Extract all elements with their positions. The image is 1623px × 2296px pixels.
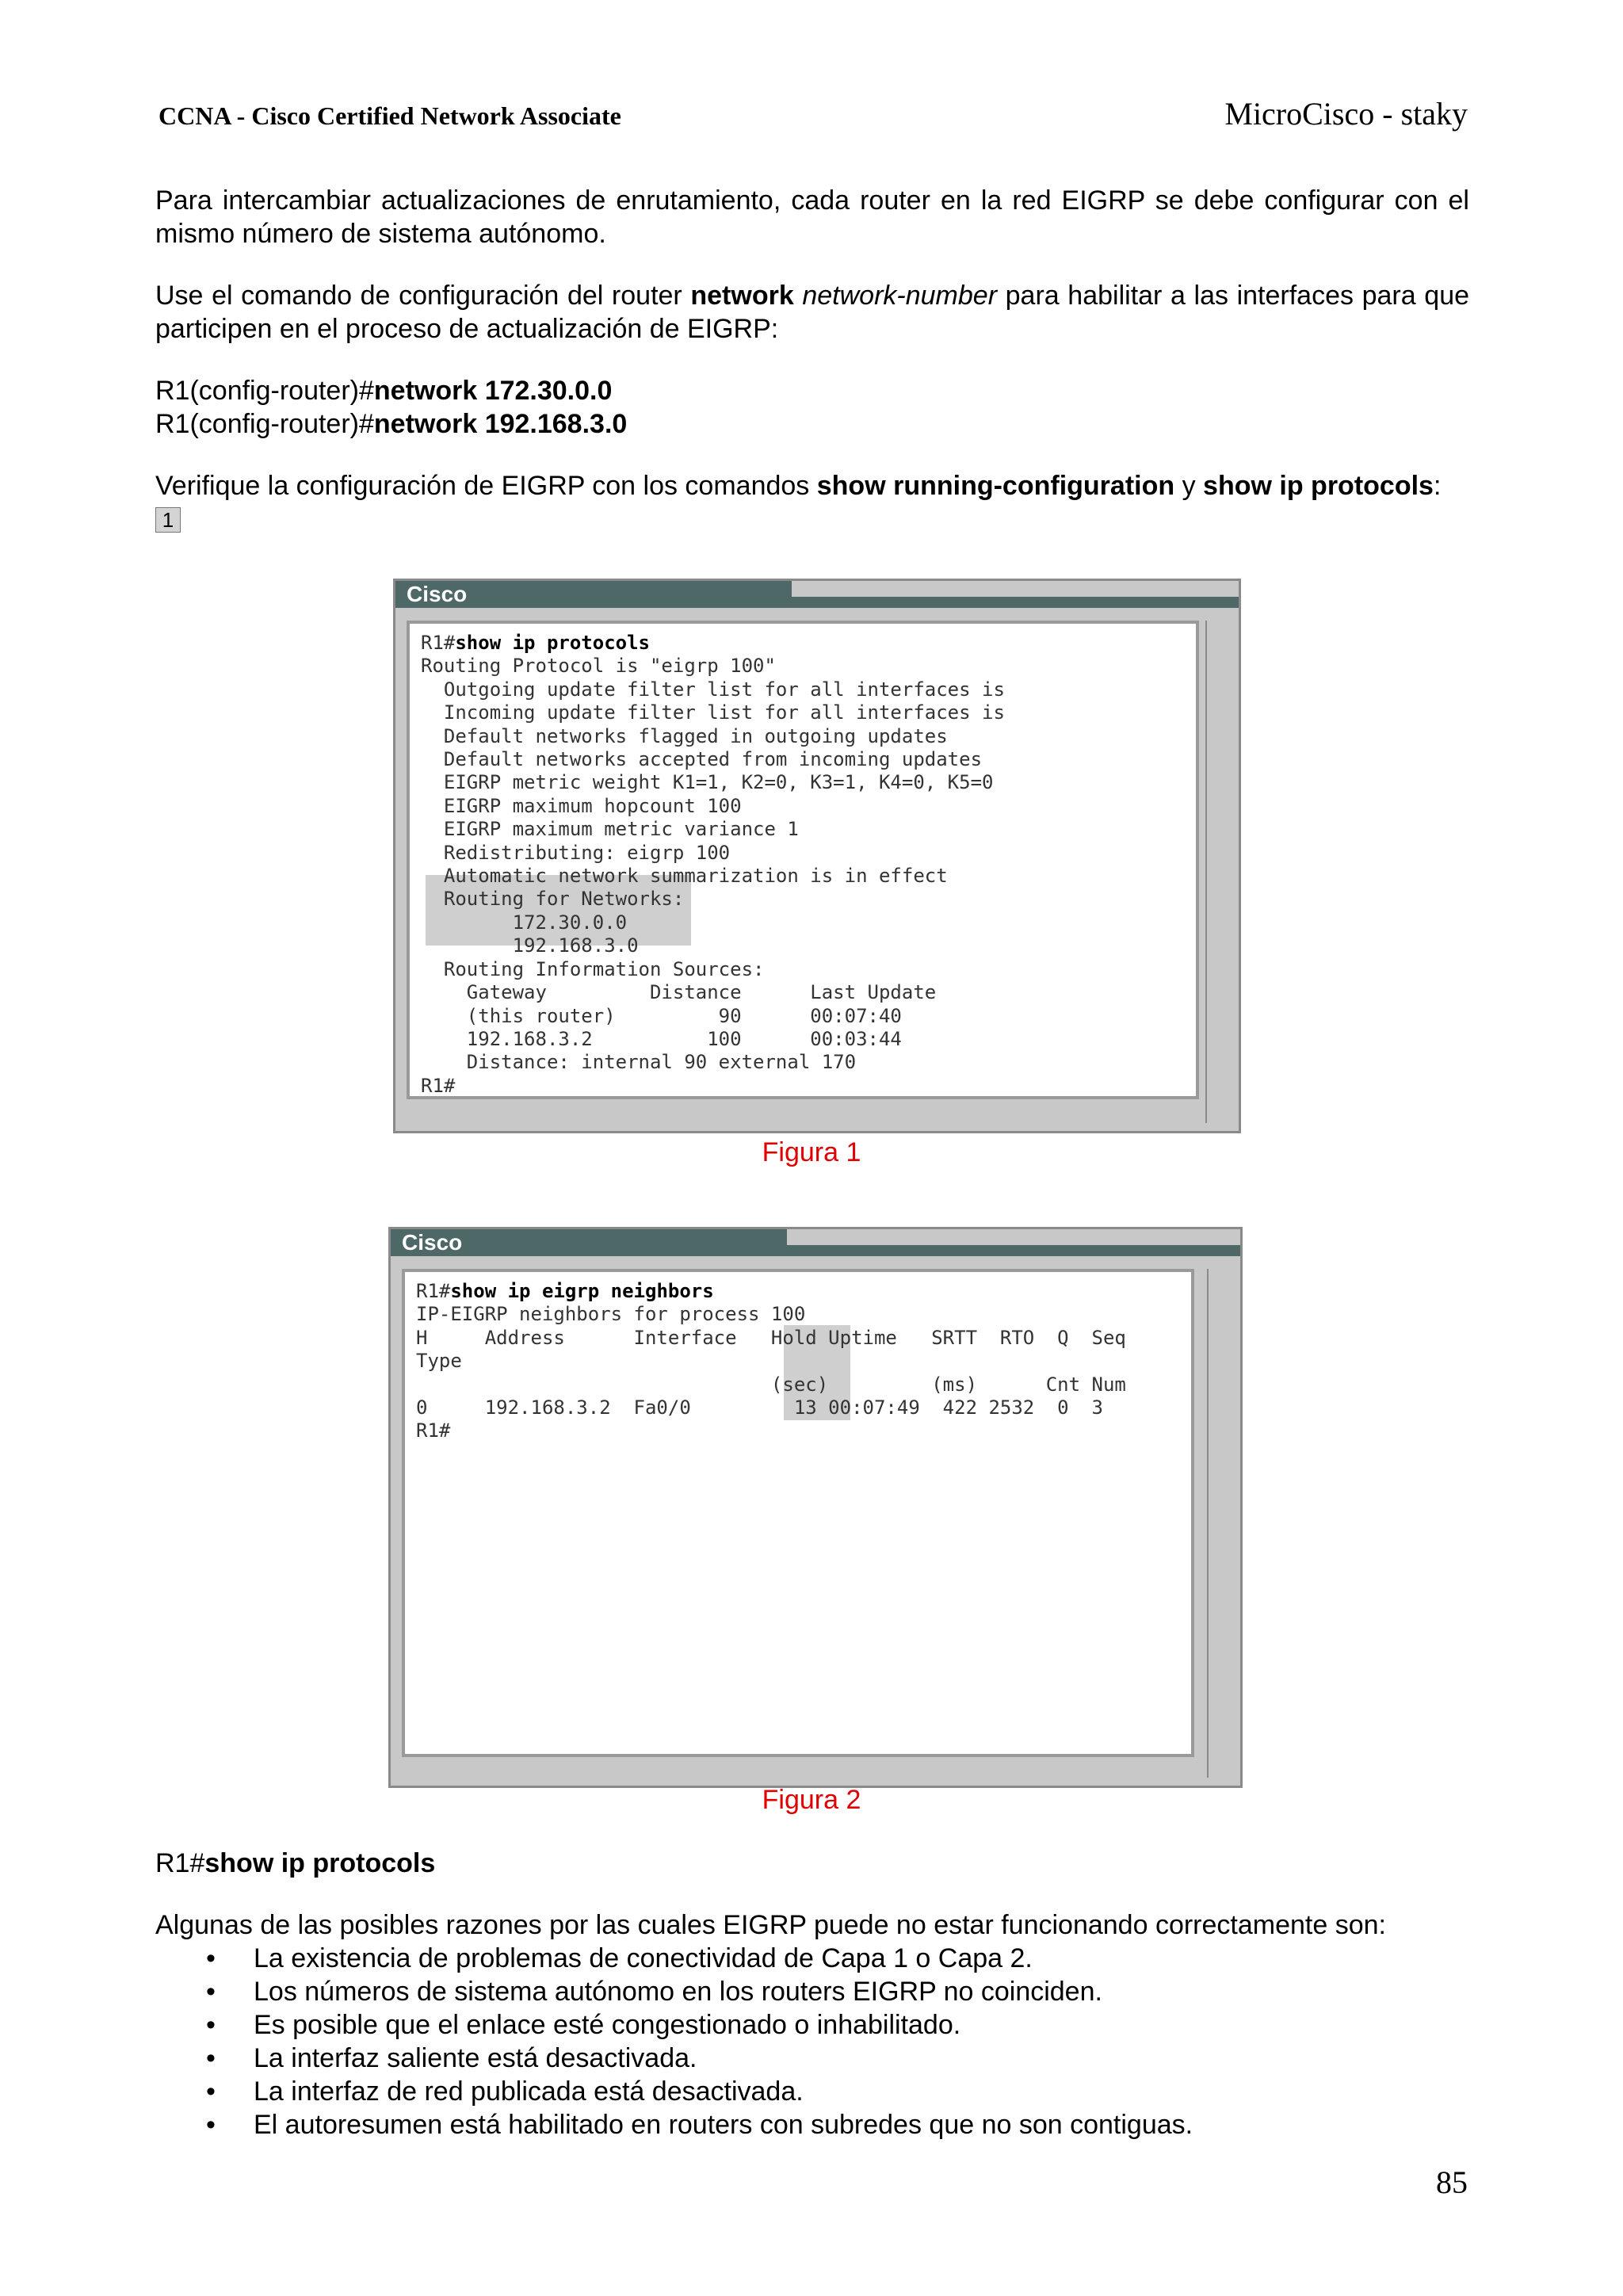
reasons-intro: Algunas de las posibles razones por las cuales EIGRP puede no estar funcionando correctamente son: [155, 1910, 1386, 1940]
verify-paragraph [155, 469, 1469, 502]
list-item: • Es posible que el enlace esté congestionado o inhabilitado. [206, 2008, 1193, 2042]
list-item: • La interfaz saliente está desactivada. [206, 2042, 1193, 2075]
running-header-author: MicroCisco - staky [1224, 96, 1468, 132]
terminal-prompt: R1# [416, 1280, 451, 1302]
para3-text-end: : [1433, 471, 1442, 501]
figure-reference-marker[interactable]: 1 [155, 507, 181, 533]
para2-text-end: para habilitar a las interfaces para que participen en el proceso de actualización de EIGRP: [155, 281, 1470, 344]
terminal-prompt: R1# [421, 632, 456, 654]
command-line-2 [155, 407, 627, 441]
show-ip-protocols-line [155, 1847, 435, 1880]
terminal-command: show ip eigrp neighbors [450, 1280, 714, 1302]
figure-1-terminal-output [421, 632, 1005, 1098]
figure-1-scrollbar[interactable] [1205, 621, 1231, 1123]
page-number: 85 [1436, 2164, 1468, 2200]
figure-1-terminal [407, 621, 1199, 1099]
para3-bold-command-1: show running-configuration [816, 471, 1175, 501]
terminal-command: show ip protocols [455, 632, 650, 654]
terminal-body: IP-EIGRP neighbors for process 100 H Address Interface Hold Uptime SRTT RTO Q Seq Type (sec) (ms) Cnt Num 0 192.168.3.2 Fa0/0 13 00:07:49 422 2532 0 3 R1# [416, 1303, 1126, 1442]
figure-2-caption: Figura 2 [762, 1785, 861, 1815]
list-item: • El autoresumen está habilitado en routers con subredes que no son contiguas. [206, 2108, 1193, 2141]
figure-1-tab-label: Cisco [407, 582, 468, 606]
figure-2-title-bar [787, 1245, 1240, 1256]
figure-2-terminal-output [416, 1280, 1126, 1443]
command-text: show ip protocols [204, 1848, 436, 1878]
terminal-body: Routing Protocol is "eigrp 100" Outgoing update filter list for all interfaces is Incoming update filter list for all interfaces is Default networks flagged in outgoing updates Default networks accepted from incoming updates EIGRP metric weight K1=1, K2=0, K3=1, K4=0, K5=0 EIGRP maximum hopcount 100 EIGRP maximum metric variance 1 Redistributing: eigrp 100 Automatic network summarization is in effect Routing for Networks: 172.30.0.0 192.168.3.0 Routing Information Sources: Gateway Distance Last Update (this router) 90 00:07:40 192.168.3.2 100 00:03:44 Distance: internal 90 external 170 R1# [421, 655, 1005, 1097]
list-item: • La interfaz de red publicada está desactivada. [206, 2075, 1193, 2108]
command-prompt: R1(config-router)# [155, 409, 374, 439]
command-prompt: R1# [155, 1848, 205, 1878]
reasons-list [206, 1942, 1193, 2141]
figure-2-tab-label: Cisco [402, 1230, 463, 1255]
running-header-title: CCNA - Cisco Certified Network Associate [158, 101, 621, 130]
command-text: network 192.168.3.0 [373, 409, 628, 439]
list-item: • Los números de sistema autónomo en los routers EIGRP no coinciden. [206, 1975, 1193, 2008]
figure-2-window [388, 1227, 1243, 1788]
network-command-paragraph [155, 279, 1469, 346]
para2-bold-command: network [690, 281, 794, 311]
para3-bold-command-2: show ip protocols [1203, 471, 1434, 501]
figure-1-title-bar [792, 597, 1239, 608]
list-item: • La existencia de problemas de conectividad de Capa 1 o Capa 2. [206, 1942, 1193, 1975]
para3-text-start: Verifique la configuración de EIGRP con los comandos [155, 471, 817, 501]
para3-text-mid: y [1174, 471, 1204, 501]
figure-2-tab [391, 1229, 787, 1256]
figure-2-terminal [402, 1269, 1194, 1757]
para2-text-start: Use el comando de configuración del router [155, 281, 691, 311]
para2-italic-argument: network-number [802, 281, 998, 311]
figure-1-caption: Figura 1 [762, 1137, 861, 1167]
command-text: network 172.30.0.0 [373, 376, 613, 406]
intro-paragraph: Para intercambiar actualizaciones de enrutamiento, cada router en la red EIGRP se debe configurar con el mismo número de sistema autónomo. [155, 185, 1469, 249]
figure-1-window [393, 579, 1241, 1133]
command-prompt: R1(config-router)# [155, 376, 374, 406]
figure-2-scrollbar[interactable] [1207, 1269, 1232, 1778]
figure-1-tab [395, 581, 792, 608]
command-line-1 [155, 374, 612, 407]
